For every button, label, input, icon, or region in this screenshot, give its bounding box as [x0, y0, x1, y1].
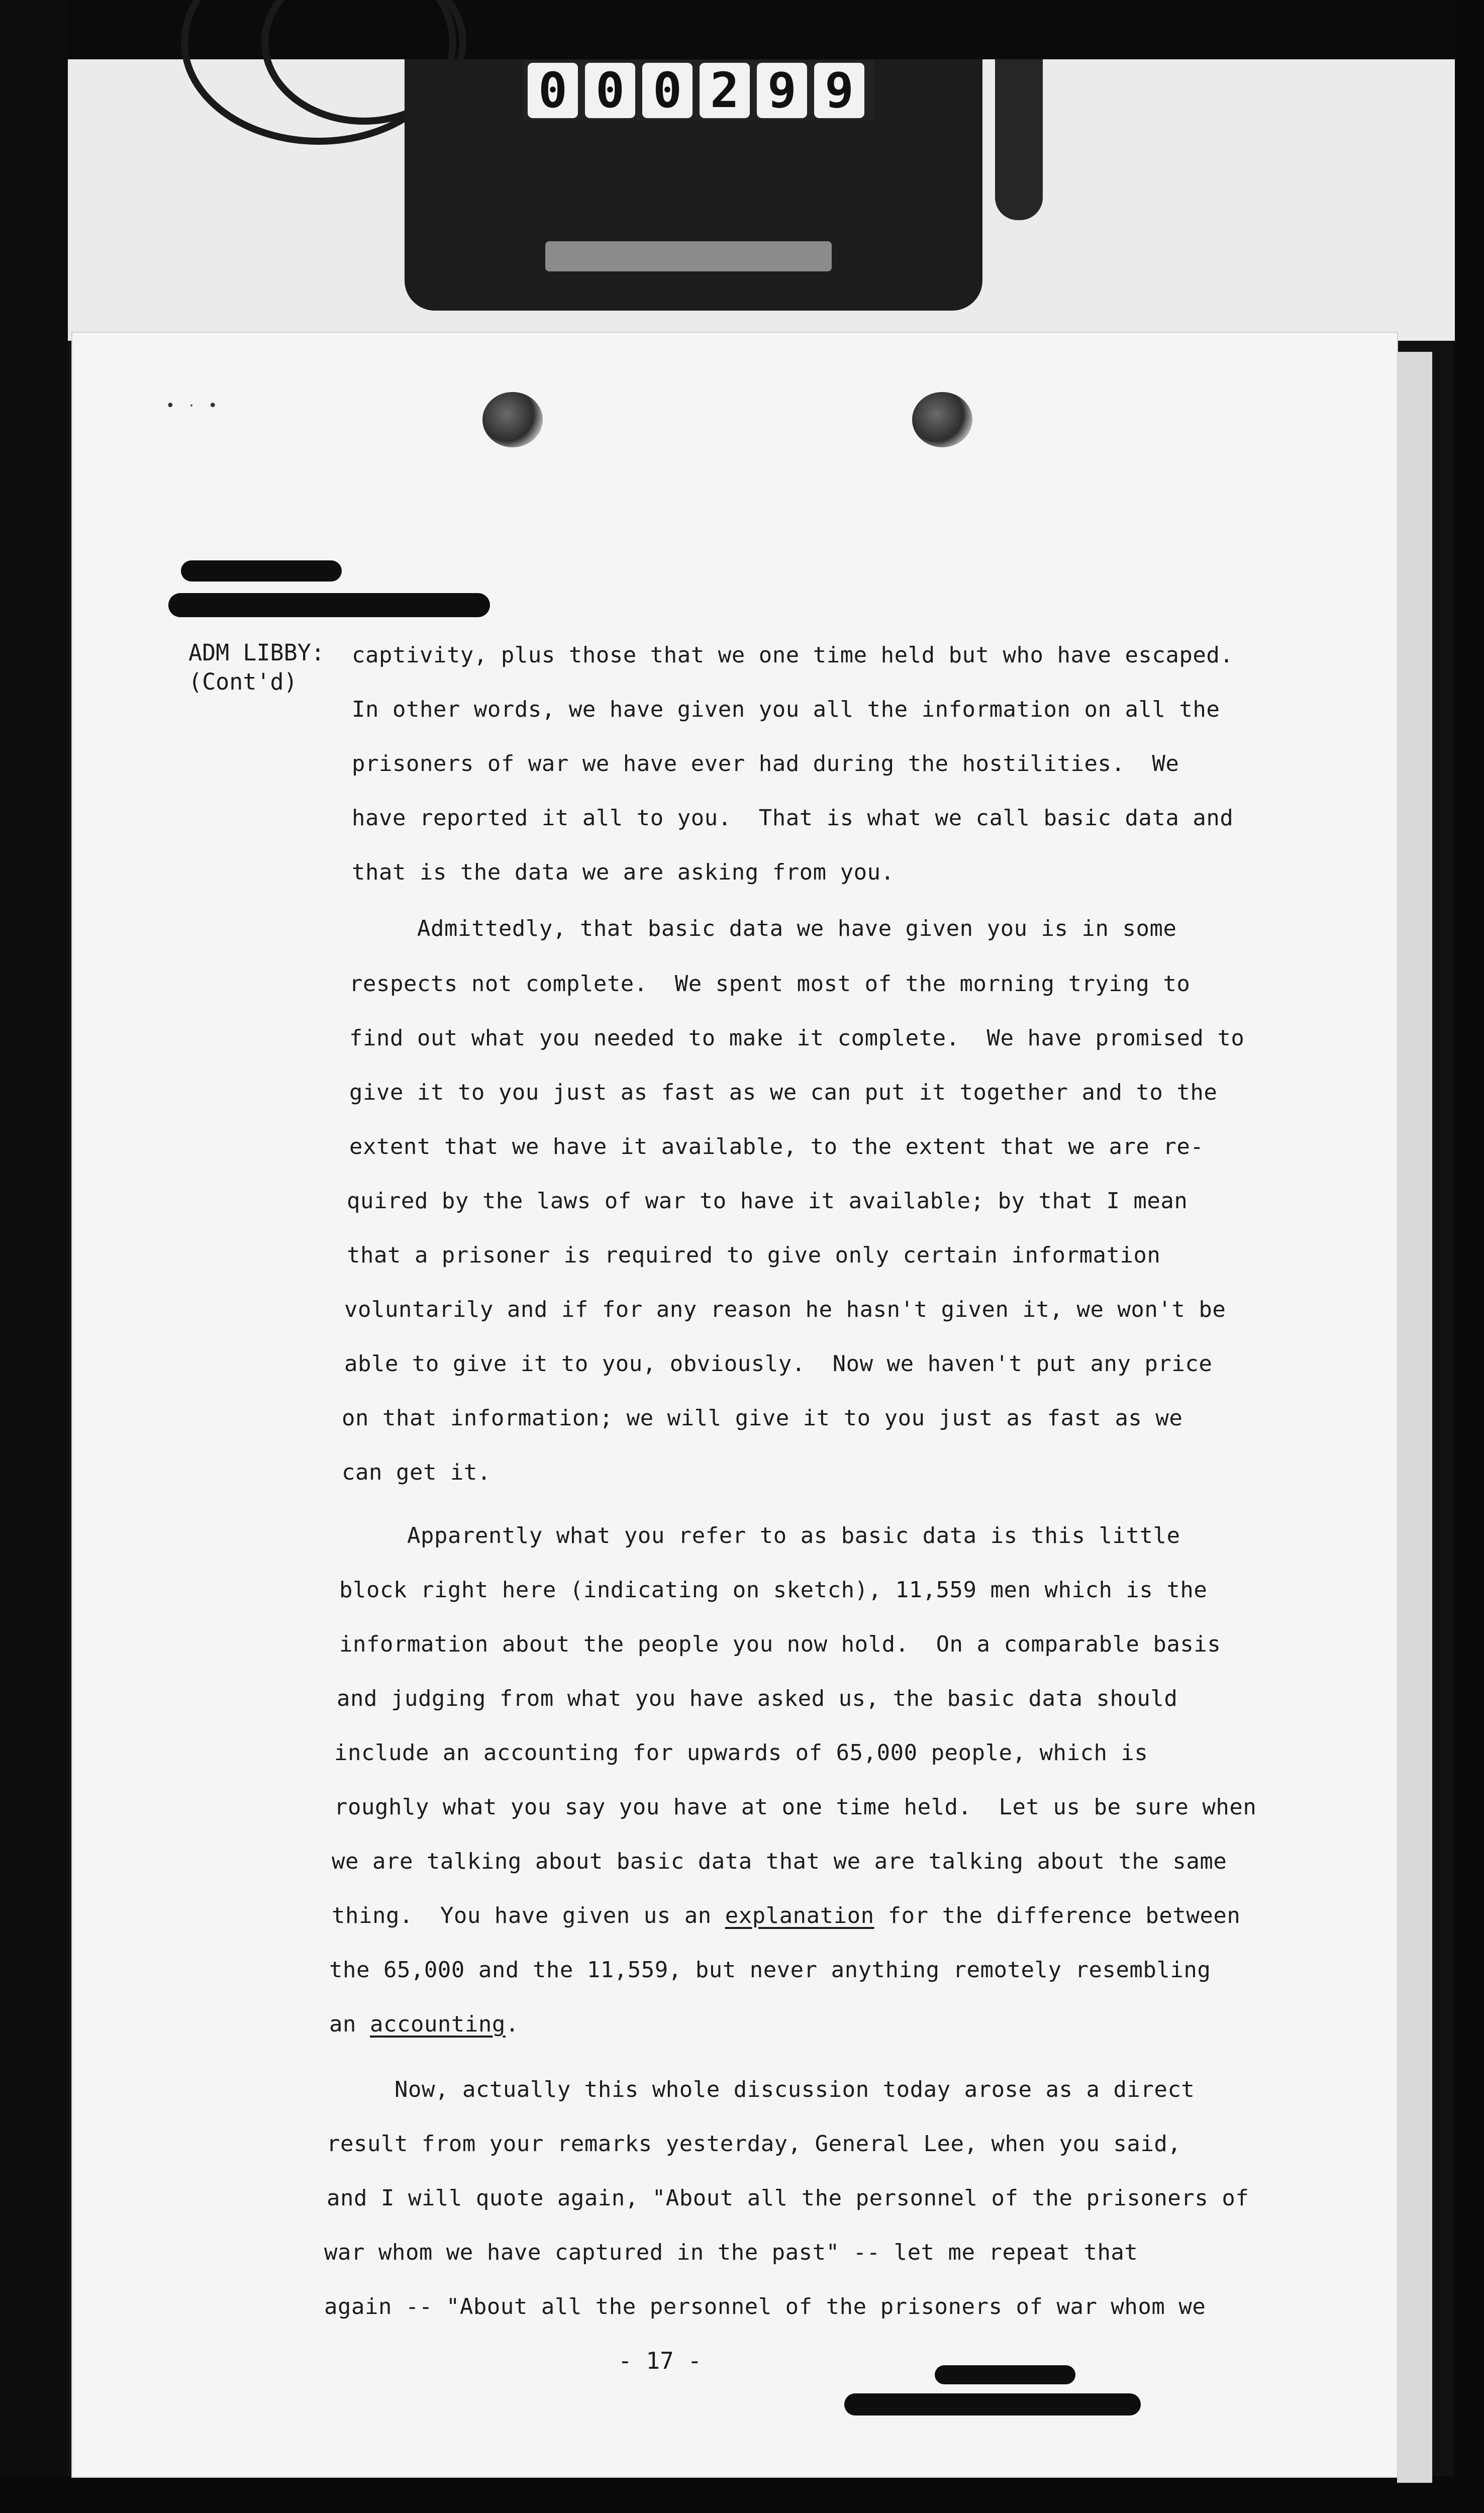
body-line: captivity, plus those that we one time held but who have escaped.: [352, 642, 1234, 668]
body-line: that is the data we are asking from you.: [352, 859, 895, 885]
body-line-text: thing. You have given us an: [332, 1903, 725, 1928]
speaker-name: ADM LIBBY:: [188, 639, 325, 666]
body-line-text: for the difference between: [874, 1903, 1241, 1928]
body-line: able to give it to you, obviously. Now we haven't put any price: [344, 1351, 1213, 1377]
redaction-bar: [168, 593, 490, 617]
dust-specks: • · •: [166, 397, 218, 415]
body-line: and I will quote again, "About all the personnel of the prisoners of: [327, 2185, 1249, 2211]
body-line: give it to you just as fast as we can put it together and to the: [349, 1080, 1218, 1105]
body-line: have reported it all to you. That is what we call basic data and: [352, 805, 1234, 831]
counter-digit: 0: [528, 63, 578, 118]
body-line: quired by the laws of war to have it available; by that I mean: [347, 1188, 1188, 1214]
punch-hole: [912, 392, 972, 447]
body-line: voluntarily and if for any reason he hasn't given it, we won't be: [344, 1297, 1226, 1322]
body-line: and judging from what you have asked us, the basic data should: [337, 1686, 1178, 1711]
body-line: information about the people you now hold. On a comparable basis: [339, 1631, 1221, 1657]
body-line: [332, 1903, 1240, 1928]
body-line: extent that we have it available, to the extent that we are re-: [349, 1134, 1204, 1159]
body-line: Apparently what you refer to as basic data is this little: [407, 1523, 1180, 1549]
body-line: on that information; we will give it to you just as fast as we: [342, 1405, 1183, 1431]
counter-digit: 0: [585, 63, 635, 118]
speaker-label: [188, 638, 349, 697]
body-line: prisoners of war we have ever had during the hostilities. We: [352, 751, 1179, 777]
body-line: [329, 2011, 519, 2037]
counter-digit: 9: [757, 63, 807, 118]
body-line: find out what you needed to make it complete. We have promised to: [349, 1025, 1245, 1051]
body-line: roughly what you say you have at one time held. Let us be sure when: [334, 1794, 1257, 1820]
counter-label-plate: [545, 241, 832, 271]
body-line: result from your remarks yesterday, General Lee, when you said,: [327, 2131, 1181, 2157]
underlying-sheet-edge: [1397, 352, 1432, 2483]
body-line: respects not complete. We spent most of the morning trying to: [349, 971, 1191, 997]
film-edge-left: [0, 0, 68, 2513]
body-line-text: .: [505, 2011, 519, 2037]
underlined-word: explanation: [725, 1903, 874, 1928]
redaction-bar: [181, 560, 342, 582]
speaker-continued: (Cont'd): [188, 668, 298, 695]
frame-counter-digits: [528, 60, 864, 121]
punch-hole: [482, 392, 543, 447]
counter-digit: 9: [814, 63, 864, 118]
counter-digit: 2: [700, 63, 750, 118]
body-line-text: an: [329, 2011, 370, 2037]
body-line: can get it.: [342, 1460, 491, 1485]
body-line: we are talking about basic data that we are talking about the same: [332, 1849, 1227, 1874]
body-line: the 65,000 and the 11,559, but never anything remotely resembling: [329, 1957, 1211, 1983]
body-line: Admittedly, that basic data we have given you is in some: [417, 916, 1177, 941]
body-line: In other words, we have given you all the information on all the: [352, 697, 1220, 722]
page-number: - 17 -: [618, 2347, 702, 2374]
redaction-bar: [844, 2393, 1141, 2415]
body-line: Now, actually this whole discussion today arose as a direct: [394, 2077, 1195, 2102]
film-edge-bottom: [0, 2476, 1484, 2513]
body-line: war whom we have captured in the past" -- let me repeat that: [324, 2240, 1138, 2265]
body-line: again -- "About all the personnel of the prisoners of war whom we: [324, 2294, 1206, 2319]
body-line: block right here (indicating on sketch), 11,559 men which is the: [339, 1577, 1208, 1603]
underlined-word: accounting: [369, 2011, 506, 2037]
counter-digit: 0: [642, 63, 692, 118]
film-edge-right: [1454, 0, 1484, 2513]
redaction-bar: [935, 2365, 1075, 2384]
body-line: that a prisoner is required to give only certain information: [347, 1242, 1161, 1268]
counter-knob: [995, 59, 1043, 220]
body-line: include an accounting for upwards of 65,000 people, which is: [334, 1740, 1148, 1766]
